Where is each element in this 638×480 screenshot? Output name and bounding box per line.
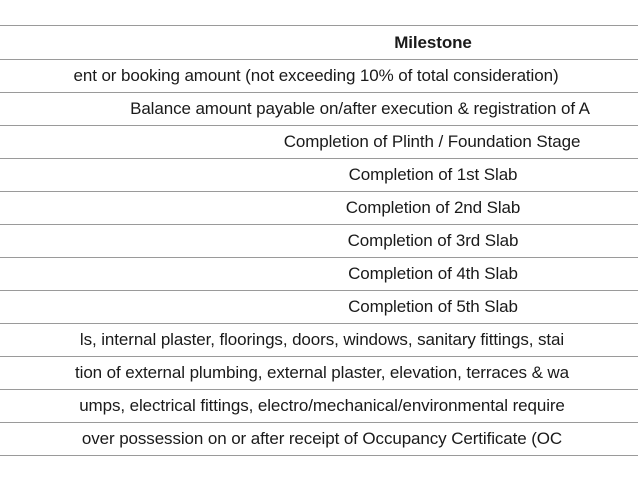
milestone-cell: tion of external plumbing, external plaster, elevation, terraces & wa <box>75 363 569 382</box>
milestone-cell: ent or booking amount (not exceeding 10% of total consideration) <box>73 66 559 85</box>
milestone-cell: over possession on or after receipt of Occupancy Certificate (OC <box>81 429 563 448</box>
milestone-cell: Completion of 2nd Slab <box>345 198 521 217</box>
table-header-row <box>0 26 638 60</box>
milestone-cell: Completion of 1st Slab <box>348 165 518 184</box>
table-row <box>0 93 638 126</box>
milestone-cell: umps, electrical fittings, electro/mechanical/environmental require <box>79 396 565 415</box>
table-row <box>0 423 638 456</box>
table-row <box>0 390 638 423</box>
table-row <box>0 159 638 192</box>
milestone-table <box>0 25 638 456</box>
milestone-cell: Balance amount payable on/after execution & registration of A <box>130 99 590 118</box>
milestone-column-header: Milestone <box>394 33 472 52</box>
milestone-cell: ls, internal plaster, floorings, doors, windows, sanitary fittings, stai <box>79 330 565 349</box>
table-row <box>0 60 638 93</box>
milestone-cell: Completion of Plinth / Foundation Stage <box>283 132 581 151</box>
milestone-cell: Completion of 3rd Slab <box>347 231 519 250</box>
table-row <box>0 225 638 258</box>
table-row <box>0 258 638 291</box>
table-row <box>0 324 638 357</box>
table-row <box>0 291 638 324</box>
table-row <box>0 126 638 159</box>
table-row <box>0 357 638 390</box>
table-row <box>0 192 638 225</box>
milestone-cell: Completion of 5th Slab <box>348 297 518 316</box>
milestone-cell: Completion of 4th Slab <box>348 264 518 283</box>
